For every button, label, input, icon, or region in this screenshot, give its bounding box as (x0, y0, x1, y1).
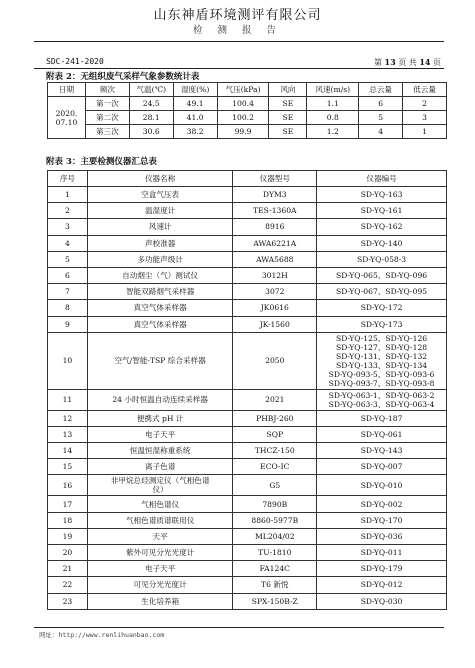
table3-cell: TES-1360A (233, 203, 317, 219)
footer-label: 网址： (39, 631, 59, 639)
table3-row (48, 284, 447, 300)
table2-cell: 3 (403, 111, 447, 125)
table3-cell: TU-1810 (233, 545, 317, 561)
page-current: 13 (384, 57, 396, 67)
table2-cell: 38.2 (173, 125, 217, 139)
table3-row (48, 203, 447, 219)
table3-cell: ECO-IC (233, 459, 317, 475)
table3-cell: 13 (48, 426, 88, 442)
table3-cell: 15 (48, 459, 88, 475)
header-rule-top (34, 41, 444, 42)
table3-row (48, 267, 447, 283)
table3-row (48, 251, 447, 267)
footer (39, 630, 164, 639)
table3-cell: 紫外可见分光光度计 (87, 545, 233, 561)
table2-header-cell: 风向 (269, 83, 307, 97)
table2-cell: 1.2 (307, 125, 359, 139)
table3-cell: 3012H (233, 267, 317, 283)
table3-cell: 声校准器 (87, 235, 233, 251)
table3-cell: JK0616 (233, 300, 317, 316)
table3-row (48, 389, 447, 410)
table2-header-cell: 日期 (48, 83, 86, 97)
table2-cell: 6 (359, 97, 403, 111)
table2-cell: SE (269, 125, 307, 139)
table3-cell: 20 (48, 545, 88, 561)
table3-cell: 18 (48, 512, 88, 528)
table3-cell: SD-YQ-172 (317, 300, 447, 316)
table2-header-cell: 风速(m/s) (307, 83, 359, 97)
table3-row (48, 496, 447, 512)
table2-row (48, 111, 447, 125)
table2-header-row (48, 83, 447, 97)
table2-cell: 2 (403, 97, 447, 111)
table2-header-cell: 低云量 (403, 83, 447, 97)
weather-parameters-table (47, 82, 447, 139)
table3-row (48, 235, 447, 251)
table3-cell: 风速计 (87, 219, 233, 235)
table3-cell: 8916 (233, 219, 317, 235)
table3-cell: SD-YQ-063-1、SD-YQ-063-2 SD-YQ-063-3、SD-YQ-063-4 (317, 389, 447, 410)
document-number: SDC-241-2020 (46, 57, 104, 66)
table2-date-cell: 2020. 07.10 (48, 97, 86, 139)
table3-row (48, 332, 447, 389)
table3-cell: SD-YQ-007 (317, 459, 447, 475)
report-subtitle: 检 测 报 告 (192, 25, 283, 36)
table2-cell: 第二次 (85, 111, 129, 125)
table3-header-cell: 仪器名称 (87, 171, 233, 187)
instrument-summary-table (47, 170, 447, 610)
table3-cell: 7 (48, 284, 88, 300)
table3-cell: 真空气体采样器 (87, 300, 233, 316)
company-name: 山东神盾环境测评有限公司 (153, 8, 322, 23)
table3-cell: 21 (48, 561, 88, 577)
table2-cell: 30.6 (129, 125, 173, 139)
table3-cell: SD-YQ-170 (317, 512, 447, 528)
table3-cell: 空盒气压表 (87, 187, 233, 203)
table2-caption: 附表 2：无组织废气采样气象参数统计表 (46, 72, 200, 82)
table3-header-row (48, 171, 447, 187)
table3-cell: 2021 (233, 389, 317, 410)
table3-cell: 2050 (233, 332, 317, 389)
table2-cell: 第三次 (85, 125, 129, 139)
table3-cell: 多功能声级计 (87, 251, 233, 267)
table3-cell: 9 (48, 316, 88, 332)
table3-cell: SD-YQ-162 (317, 219, 447, 235)
table3-cell: 8860-5977B (233, 512, 317, 528)
table3-cell: ML204/02 (233, 528, 317, 544)
table3-cell: SD-YQ-010 (317, 475, 447, 496)
table3-cell: SD-YQ-187 (317, 410, 447, 426)
table3-cell: JK-1560 (233, 316, 317, 332)
table2-cell: 28.1 (129, 111, 173, 125)
table3-cell: 电子天平 (87, 561, 233, 577)
table2-cell: 4 (359, 125, 403, 139)
table3-row (48, 443, 447, 459)
table3-cell: FA124C (233, 561, 317, 577)
table3-cell: 可见分光光度计 (87, 577, 233, 593)
table3-row (48, 475, 447, 496)
table3-cell: 17 (48, 496, 88, 512)
table3-cell: SD-YQ-173 (317, 316, 447, 332)
table3-cell: 温湿度计 (87, 203, 233, 219)
table3-header-cell: 仪器编号 (317, 171, 447, 187)
table3-cell: 空气/智能-TSP 综合采样器 (87, 332, 233, 389)
table2-cell: 100.2 (217, 111, 269, 125)
table3-header-cell: 仪器型号 (233, 171, 317, 187)
table3-cell: 生化培养箱 (87, 593, 233, 609)
table3-row (48, 545, 447, 561)
table2-row (48, 97, 447, 111)
table3-cell: 自动烟尘（气）测试仪 (87, 267, 233, 283)
table3-cell: 智能双路烟气采样器 (87, 284, 233, 300)
page-total: 14 (419, 57, 431, 67)
table3-cell: SQP (233, 426, 317, 442)
table3-row (48, 187, 447, 203)
table3-cell: PHBJ-260 (233, 410, 317, 426)
table3-cell: T6 新悦 (233, 577, 317, 593)
table3-cell: 5 (48, 251, 88, 267)
table2-cell: 1 (403, 125, 447, 139)
table3-cell: 6 (48, 267, 88, 283)
table3-row (48, 577, 447, 593)
table3-cell: DYM3 (233, 187, 317, 203)
table3-cell: SD-YQ-140 (317, 235, 447, 251)
table3-cell: 真空气体采样器 (87, 316, 233, 332)
table3-cell: 2 (48, 203, 88, 219)
table3-cell: 离子色谱 (87, 459, 233, 475)
table3-cell: SD-YQ-002 (317, 496, 447, 512)
table3-cell: SD-YQ-061 (317, 426, 447, 442)
table2-header-cell: 频次 (85, 83, 129, 97)
table2-header-cell: 总云量 (359, 83, 403, 97)
page-mid: 页 共 (398, 58, 417, 67)
table2-cell: 第一次 (85, 97, 129, 111)
table3-cell: 4 (48, 235, 88, 251)
table3-cell: SD-YQ-067、SD-YQ-095 (317, 284, 447, 300)
table3-row (48, 528, 447, 544)
table3-cell: 19 (48, 528, 88, 544)
table2-cell: SE (269, 97, 307, 111)
table3-cell: SD-YQ-036 (317, 528, 447, 544)
table2-header-cell: 气压(kPa) (217, 83, 269, 97)
table3-caption: 附表 3：主要检测仪器汇总表 (46, 157, 157, 167)
table2-cell: 41.0 (173, 111, 217, 125)
table2-row (48, 125, 447, 139)
table3-row (48, 219, 447, 235)
table3-row (48, 593, 447, 609)
table3-cell: SPX-150B-Z (233, 593, 317, 609)
table3-cell: 16 (48, 475, 88, 496)
table3-cell: SD-YQ-030 (317, 593, 447, 609)
table2-cell: 49.1 (173, 97, 217, 111)
page-prefix: 第 (373, 58, 382, 67)
table3-cell: SD-YQ-065、SD-YQ-096 (317, 267, 447, 283)
table3-cell: 11 (48, 389, 88, 410)
table3-cell: 14 (48, 443, 88, 459)
table3-cell: 3072 (233, 284, 317, 300)
page-number (374, 57, 441, 68)
table3-cell: 气相色谱仪 (87, 496, 233, 512)
table3-cell: SD-YQ-179 (317, 561, 447, 577)
table3-row (48, 426, 447, 442)
table3-cell: 非甲烷总烃测定仪（气相色谱 仪） (87, 475, 233, 496)
table3-row (48, 561, 447, 577)
table3-cell: 8 (48, 300, 88, 316)
table3-cell: 10 (48, 332, 88, 389)
table3-cell: 1 (48, 187, 88, 203)
table3-cell: SD-YQ-161 (317, 203, 447, 219)
table3-cell: 气相色谱质谱联用仪 (87, 512, 233, 528)
table3-cell: SD-YQ-143 (317, 443, 447, 459)
table2-cell: 5 (359, 111, 403, 125)
table2-cell: 0.8 (307, 111, 359, 125)
table3-cell: 天平 (87, 528, 233, 544)
footer-rule (34, 627, 444, 628)
table3-cell: 电子天平 (87, 426, 233, 442)
table3-cell: SD-YQ-012 (317, 577, 447, 593)
website-link[interactable]: http://www.renlihuanbao.com (58, 631, 165, 639)
table3-row (48, 410, 447, 426)
table2-cell: SE (269, 111, 307, 125)
table2-cell: 99.9 (217, 125, 269, 139)
table2-cell: 24.5 (129, 97, 173, 111)
table3-cell: 恒温恒湿称重系统 (87, 443, 233, 459)
table3-row (48, 459, 447, 475)
table3-cell: SD-YQ-011 (317, 545, 447, 561)
table3-cell: THCZ-150 (233, 443, 317, 459)
table3-cell: AWA5688 (233, 251, 317, 267)
header-rule-bottom (34, 68, 444, 69)
table3-cell: G5 (233, 475, 317, 496)
table3-cell: SD-YQ-163 (317, 187, 447, 203)
table2-cell: 100.4 (217, 97, 269, 111)
table3-header-cell: 序号 (48, 171, 88, 187)
table3-cell: 3 (48, 219, 88, 235)
table3-cell: 24 小时恒温自动连续采样器 (87, 389, 233, 410)
table3-cell: 便携式 pH 计 (87, 410, 233, 426)
table3-cell: AWA6221A (233, 235, 317, 251)
table2-cell: 1.1 (307, 97, 359, 111)
table3-cell: SD-YQ-058-3 (317, 251, 447, 267)
table3-cell: SD-YQ-125、SD-YQ-126 SD-YQ-127、SD-YQ-128 SD-YQ-131、SD-YQ-132 SD-YQ-133、SD-YQ-134 SD-YQ-093-5、SD-YQ-093-6 SD-YQ-093-7、SD-YQ-093-8 (317, 332, 447, 389)
table3-cell: 23 (48, 593, 88, 609)
table3-row (48, 300, 447, 316)
table3-cell: 7890B (233, 496, 317, 512)
table3-row (48, 512, 447, 528)
page-suffix: 页 (433, 58, 441, 67)
table3-row (48, 316, 447, 332)
table3-cell: 12 (48, 410, 88, 426)
table3-cell: 22 (48, 577, 88, 593)
table2-header-cell: 湿度(%) (173, 83, 217, 97)
table2-header-cell: 气温(℃) (129, 83, 173, 97)
